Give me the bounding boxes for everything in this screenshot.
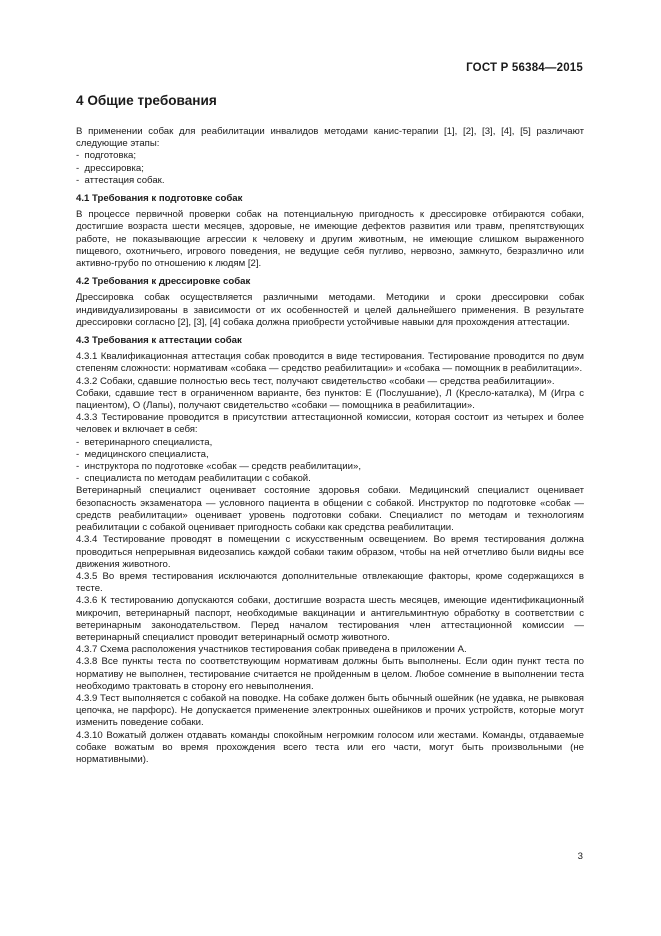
standard-number: ГОСТ Р 56384—2015 <box>466 62 583 74</box>
page-number: 3 <box>577 851 583 862</box>
list-item: - инструктора по подготовке «собак — средств реабилитации», <box>76 461 584 473</box>
paragraph-4-3-10: 4.3.10 Вожатый должен отдавать команды спокойным негромким голосом или жестами. Команды, отдаваемые собаке вожатым во время прохождения всего теста или его части, могут быть произвольными (не нормативными). <box>76 729 584 765</box>
paragraph-4-3-2: 4.3.2 Собаки, сдавшие полностью весь тест, получают свидетельство «собаки — средства реабилитации». <box>76 375 555 387</box>
list-item: - ветеринарного специалиста, <box>76 437 584 449</box>
paragraph-4-3-2-b: Собаки, сдавшие тест в ограниченном варианте, без пунктов: Е (Послушание), Л (Кресло-каталка), М (Игра с пациентом), О (Лапы), получают свидетельство «собаки — помощника в реабилитации». <box>76 387 584 412</box>
subsection-title-4-1: 4.1 Требования к подготовке собак <box>76 193 243 205</box>
list-item: - аттестация собак. <box>76 175 584 187</box>
intro-paragraph <box>76 126 584 150</box>
page-content <box>76 93 584 766</box>
paragraph-4-3-6: 4.3.6 К тестированию допускаются собаки, достигшие возраста шесть месяцев, имеющие идентификационный микрочип, ветеринарный паспорт, необходимые вакцинации и антигельминтную обработку в соответствии с ветеринарным законодательством. Перед началом тестирования член аттестационной комиссии — ветеринарный специалист проводит ветеринарный осмотр животного. <box>76 595 584 643</box>
subsection-title-4-2: 4.2 Требования к дрессировке собак <box>76 276 251 288</box>
intro-text: В применении собак для реабилитации инвалидов методами канис-терапии [1], [2], [3], [4], [5] различают следующие этапы: <box>76 126 584 150</box>
paragraph-4-3-8: 4.3.8 Все пункты теста по соответствующим нормативам должны быть выполнены. Если один пункт теста по нормативу не выполнен, тестирование считается не пройденным в целом. Любое сомнение в выполнении теста необходимо трактовать в сторону его невыполнения. <box>76 656 584 692</box>
stages-list <box>76 150 584 187</box>
paragraph-4-3-1: 4.3.1 Квалификационная аттестация собак проводится в виде тестирования. Тестирование проводится по двум степеням сложности: нормативам «собака — средство реабилитации» и «собака — помощник в реабилитации». <box>76 351 584 375</box>
list-item: - подготовка; <box>76 150 584 162</box>
paragraph-4-2: Дрессировка собак осуществляется различными методами. Методики и сроки дрессировки собак индивидуализированы в зависимости от их особенностей и целей дальнейшего применения. В результате дрессировки согласно [2], [3], [4] собака должна приобрести устойчивые навыки для прохождения аттестации. <box>76 292 584 328</box>
paragraph-4-3-7: 4.3.7 Схема расположения участников тестирования собак приведена в приложении А. <box>76 644 467 656</box>
paragraph-4-3-3: 4.3.3 Тестирование проводится в присутствии аттестационной комиссии, которая состоит из четырех и более человек и включает в себя: <box>76 412 584 436</box>
commission-list <box>76 437 584 486</box>
list-item: - медицинского специалиста, <box>76 449 584 461</box>
section-title: 4 Общие требования <box>76 93 217 108</box>
list-item: - специалиста по методам реабилитации с собакой. <box>76 473 584 485</box>
paragraph-4-3-4: 4.3.4 Тестирование проводят в помещении с искусственным освещением. Во время тестирования должна проводиться непрерывная видеозапись каждой собаки таким образом, чтобы на ней отчетливо были видны все движения животного. <box>76 534 584 570</box>
list-item: - дрессировка; <box>76 163 584 175</box>
paragraph-4-1: В процессе первичной проверки собак на потенциальную пригодность к дрессировке отбираются собаки, достигшие возраста шести месяцев, здоровые, не имеющие дефектов развития или травм, препятствующих работе, не показывающие агрессии к человеку и другим животным, не имеющие слишком выраженного пищевого, охотничьего, игрового поведения, не ведущие себя пугливо, нервозно, замкнуто, безразлично или активно-грубо по отношению к людям [2]. <box>76 209 584 270</box>
paragraph-4-3-5: 4.3.5 Во время тестирования исключаются дополнительные отвлекающие факторы, кроме содержащихся в тесте. <box>76 570 584 595</box>
subsection-title-4-3: 4.3 Требования к аттестации собак <box>76 335 242 347</box>
paragraph-4-3-3-b: Ветеринарный специалист оценивает состояние здоровья собаки. Медицинский специалист оценивает безопасность экзаменатора — условного пациента в общении с собакой. Инструктор по подготовке «собак — средств реабилитации» оценивает уровень подготовки собаки. Специалист по методам и технологиям реабилитации с собакой оценивает пригодность собаки как средства реабилитации. <box>76 485 584 534</box>
paragraph-4-3-9: 4.3.9 Тест выполняется с собакой на поводке. На собаке должен быть обычный ошейник (не удавка, не рывковая цепочка, не парфорс). Не допускается применение электронных ошейников и прочих устройств, которые могут изменить поведение собаки. <box>76 692 584 729</box>
